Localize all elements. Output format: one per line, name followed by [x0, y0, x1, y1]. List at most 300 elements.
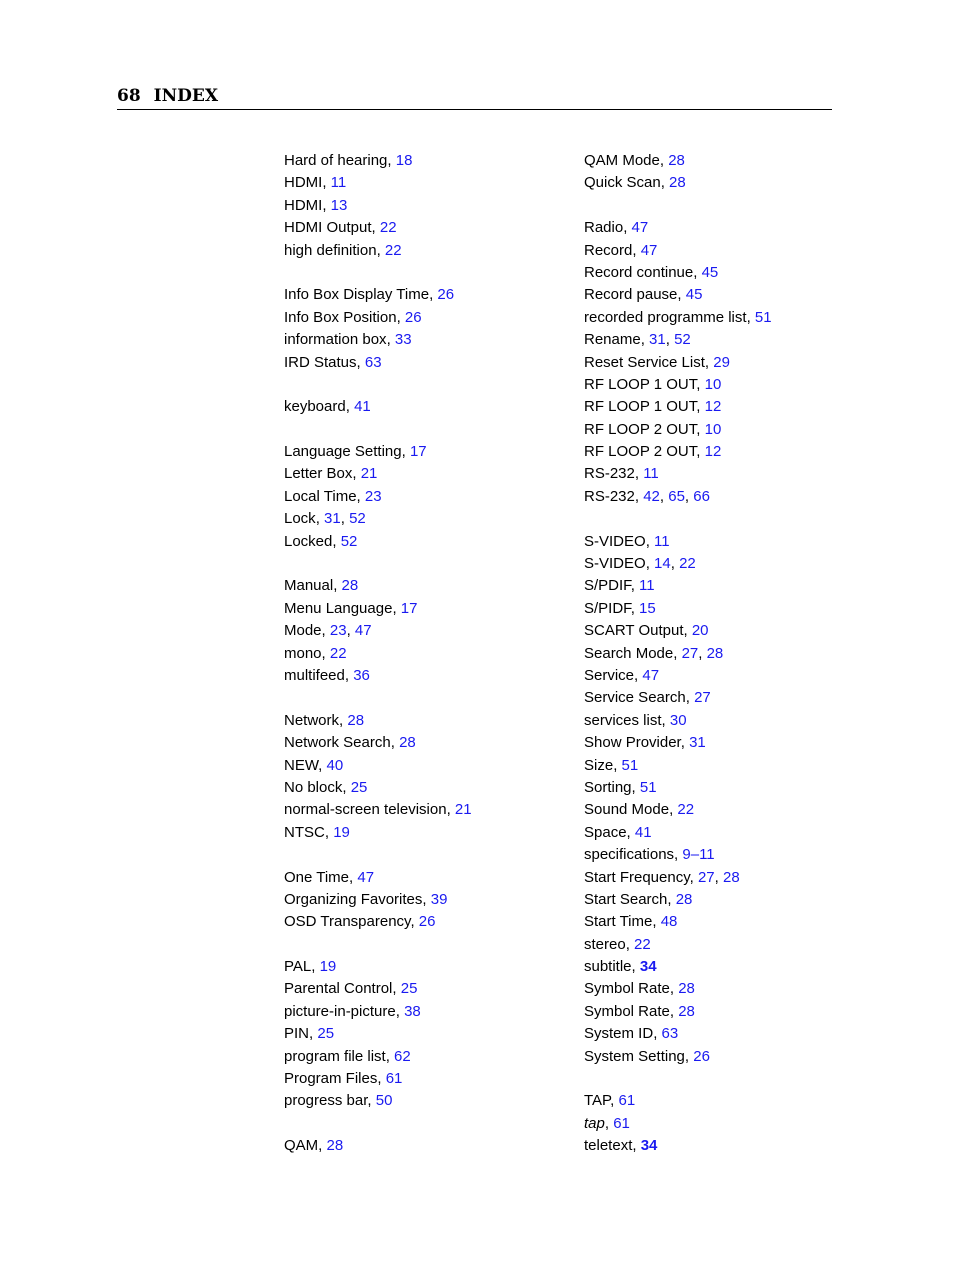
separator: , [689, 868, 698, 886]
separator: , [610, 1092, 619, 1110]
index-entry [584, 150, 844, 172]
separator: , [318, 1137, 327, 1155]
separator: , [667, 890, 676, 908]
index-entry [584, 374, 844, 396]
page-link[interactable]: 26 [418, 913, 436, 931]
index-entry [584, 777, 844, 799]
index-term: HDMI [284, 174, 323, 192]
page-link[interactable]: 10 [704, 420, 722, 438]
page-link[interactable]: 39 [430, 890, 448, 908]
index-term: S/PDIF [584, 577, 631, 595]
page-link[interactable]: 23 [329, 622, 347, 640]
separator: , [683, 622, 692, 640]
page-link[interactable]: 22 [384, 241, 402, 259]
page-link[interactable]: 36 [353, 666, 370, 684]
page-link[interactable]: 12 [704, 443, 722, 461]
index-entry [284, 307, 554, 329]
separator: , [352, 465, 361, 483]
separator: , [392, 980, 401, 998]
page-link[interactable]: 11 [654, 532, 670, 550]
separator: , [356, 353, 365, 371]
group-spacer [584, 195, 844, 217]
separator: , [613, 756, 622, 774]
index-term: Network [284, 711, 340, 729]
index-term: RS-232 [584, 465, 635, 483]
separator: , [401, 443, 410, 461]
index-entry [584, 575, 844, 597]
index-entry [584, 441, 844, 463]
index-term: System Setting [584, 1047, 685, 1065]
page-link[interactable]: 20 [691, 622, 709, 640]
index-term: Symbol Rate [584, 1002, 670, 1020]
index-entry [284, 889, 554, 911]
separator: , [410, 913, 419, 931]
index-term: Hard of hearing [284, 152, 388, 169]
page-link[interactable]: 13 [330, 196, 348, 214]
page-link[interactable]: 10 [704, 375, 722, 393]
page-link[interactable]: 28 [678, 980, 695, 998]
page-title: INDEX [153, 86, 219, 106]
index-column-left [284, 150, 554, 1158]
page-link[interactable]: 47 [354, 622, 372, 640]
index-entry [584, 665, 844, 687]
page-link[interactable]: 30 [669, 711, 687, 729]
index-entry [284, 867, 554, 889]
separator: , [367, 1092, 376, 1110]
index-term: normal-screen television [284, 801, 447, 819]
page-link[interactable]: 17 [409, 443, 427, 461]
separator: , [395, 1002, 405, 1020]
page-link[interactable]: 11 [639, 577, 655, 595]
page-link[interactable]: 21 [360, 465, 378, 483]
index-term: progress bar [284, 1092, 368, 1110]
index-term: Sorting [584, 778, 632, 796]
index-term: One Time [284, 868, 350, 886]
index-term: teletext [584, 1137, 633, 1155]
index-entry [284, 352, 554, 374]
index-entry [284, 1023, 554, 1045]
index-entry [584, 307, 844, 329]
index-entry [284, 396, 554, 418]
group-spacer [284, 374, 554, 396]
page-link[interactable]: 61 [385, 1070, 403, 1088]
index-entry [284, 732, 554, 754]
separator: , [659, 152, 669, 169]
page-link[interactable]: 26 [437, 286, 455, 304]
index-term: QAM [284, 1137, 319, 1155]
index-entry [284, 508, 554, 530]
separator: , [346, 622, 355, 640]
page-link[interactable]: 28 [326, 1137, 344, 1155]
index-entry [284, 643, 554, 665]
page-link[interactable]: 28 [668, 152, 685, 169]
separator: , [356, 487, 365, 505]
index-entry [284, 575, 554, 597]
separator: , [669, 801, 678, 819]
index-entry [284, 284, 554, 306]
index-term: stereo [584, 935, 626, 953]
page-link[interactable]: 47 [631, 219, 649, 237]
separator: , [371, 219, 380, 237]
page-link[interactable]: 51 [754, 308, 772, 326]
page-link[interactable]: 47 [640, 241, 658, 259]
page-link[interactable]: 61 [618, 1092, 636, 1110]
index-term: Service [584, 666, 635, 684]
page-link[interactable]: 52 [674, 331, 691, 349]
index-entry [284, 598, 554, 620]
separator: , [604, 1114, 614, 1132]
index-entry [284, 441, 554, 463]
index-term: RS-232 [584, 487, 635, 505]
page-link[interactable]: 33 [394, 331, 412, 349]
separator: , [387, 152, 396, 169]
page-link[interactable]: 25 [350, 778, 368, 796]
index-term: information box [284, 331, 387, 349]
index-term: System ID [584, 1025, 654, 1043]
index-entry [584, 486, 844, 508]
page-link[interactable]: 63 [661, 1025, 679, 1043]
separator: , [645, 555, 655, 573]
index-term: Info Box Position [284, 308, 397, 326]
page-link[interactable]: 26 [404, 308, 422, 326]
index-entry [284, 195, 554, 217]
index-term: Show Provider [584, 734, 681, 752]
index-entry [284, 911, 554, 933]
separator: , [685, 689, 695, 707]
separator: , [392, 599, 401, 617]
page-link[interactable]: 34 [640, 1137, 658, 1155]
page-link[interactable]: 28 [678, 1002, 695, 1020]
separator: , [696, 398, 705, 416]
separator: , [652, 913, 661, 931]
separator: , [377, 1070, 386, 1088]
separator: , [396, 308, 405, 326]
page-link[interactable]: 9–11 [682, 846, 715, 864]
index-term: RF LOOP 1 OUT [584, 398, 697, 416]
separator: , [626, 823, 635, 841]
index-term: HDMI Output [284, 219, 372, 237]
index-term: keyboard [284, 398, 346, 416]
index-term: Organizing Favorites [284, 890, 423, 908]
page-link[interactable]: 41 [354, 398, 371, 416]
index-term: RF LOOP 1 OUT [584, 375, 697, 393]
page-link[interactable]: 28 [669, 174, 686, 192]
separator: , [386, 331, 395, 349]
separator: , [390, 734, 400, 752]
index-entry [584, 262, 844, 284]
index-term: TAP [584, 1092, 611, 1110]
index-term: QAM Mode [584, 152, 660, 169]
index-term: NTSC [284, 823, 325, 841]
separator: , [446, 801, 455, 819]
page-link[interactable]: 19 [333, 823, 350, 841]
index-term: S-VIDEO [584, 555, 646, 573]
separator: , [696, 420, 705, 438]
index-entry [584, 643, 844, 665]
index-term: services list [584, 711, 662, 729]
separator: , [696, 443, 705, 461]
index-entry [584, 531, 844, 553]
page-link[interactable]: 65 [668, 487, 685, 505]
index-entry [284, 1046, 554, 1068]
separator: , [315, 510, 325, 528]
page-link[interactable]: 52 [349, 510, 366, 528]
index-entry [284, 150, 554, 172]
page-link[interactable]: 27 [694, 689, 711, 707]
index-entry [584, 1135, 844, 1157]
separator: , [693, 263, 702, 281]
page-link[interactable]: 66 [693, 487, 710, 505]
group-spacer [284, 419, 554, 441]
index-entry [284, 978, 554, 1000]
index-term: Radio [584, 219, 624, 237]
page-link[interactable]: 11 [643, 465, 659, 483]
separator: , [332, 532, 341, 550]
page-link[interactable]: 31 [649, 331, 666, 349]
separator: , [632, 241, 641, 259]
index-entry [584, 799, 844, 821]
separator: , [322, 174, 331, 192]
page-link[interactable]: 62 [394, 1047, 411, 1065]
page-link[interactable]: 47 [357, 868, 375, 886]
separator: , [429, 286, 438, 304]
index-entry [584, 1001, 844, 1023]
separator: , [623, 219, 632, 237]
index-entry [584, 978, 844, 1000]
page-link[interactable]: 31 [324, 510, 341, 528]
page-link[interactable]: 25 [317, 1025, 335, 1043]
separator: , [342, 778, 351, 796]
index-term: mono [284, 644, 322, 662]
separator: , [634, 465, 644, 483]
index-term: S-VIDEO [584, 532, 646, 550]
index-entry [584, 463, 844, 485]
index-entry [584, 1046, 844, 1068]
separator: , [673, 644, 682, 662]
page-link[interactable]: 28 [341, 577, 359, 595]
separator: , [422, 890, 431, 908]
group-spacer [284, 687, 554, 709]
page-link[interactable]: 25 [400, 980, 418, 998]
separator: , [333, 577, 342, 595]
index-term: Sound Mode [584, 801, 670, 819]
separator: , [660, 174, 670, 192]
index-entry [584, 889, 844, 911]
index-entry [284, 620, 554, 642]
page-link[interactable]: 22 [677, 801, 695, 819]
page-link[interactable]: 26 [693, 1047, 710, 1065]
separator: , [634, 487, 644, 505]
page-link[interactable]: 45 [685, 286, 703, 304]
group-spacer [284, 844, 554, 866]
page-link[interactable]: 27 [681, 644, 699, 662]
page-link[interactable]: 28 [706, 644, 724, 662]
index-entry [584, 553, 844, 575]
separator: , [640, 331, 650, 349]
index-entry [284, 799, 554, 821]
separator: , [684, 1047, 694, 1065]
index-term: S/PIDF [584, 599, 631, 617]
index-entry [284, 217, 554, 239]
index-entry [584, 687, 844, 709]
page-link[interactable]: 11 [330, 174, 347, 192]
separator: , [659, 487, 669, 505]
index-term: Symbol Rate [584, 980, 670, 998]
index-entry [284, 1135, 554, 1157]
page-link[interactable]: 28 [399, 734, 416, 752]
index-entry [584, 329, 844, 351]
index-term: Service Search [584, 689, 686, 707]
separator: , [631, 958, 640, 976]
separator: , [645, 532, 655, 550]
separator: , [630, 599, 640, 617]
page-link[interactable]: 21 [454, 801, 472, 819]
index-entry [284, 956, 554, 978]
page-link[interactable]: 28 [675, 890, 693, 908]
separator: , [630, 577, 640, 595]
index-term: Search Mode [584, 644, 674, 662]
index-term: Manual [284, 577, 334, 595]
separator: , [680, 734, 690, 752]
page-link[interactable]: 15 [639, 599, 656, 617]
running-head [117, 85, 832, 110]
separator: , [345, 398, 355, 416]
group-spacer [284, 553, 554, 575]
index-term: Reset Service List [584, 353, 705, 371]
separator: , [309, 1025, 318, 1043]
page-link[interactable]: 31 [689, 734, 706, 752]
separator: , [696, 375, 705, 393]
page-link[interactable]: 42 [643, 487, 660, 505]
page-link[interactable]: 63 [364, 353, 382, 371]
index-term: Lock [284, 510, 316, 528]
separator: , [665, 331, 675, 349]
index-entry [284, 172, 554, 194]
index-term: Start Frequency [584, 868, 690, 886]
index-term: specifications [584, 846, 675, 864]
index-term: picture-in-picture [284, 1002, 396, 1020]
page-link[interactable]: 22 [679, 555, 696, 573]
index-term: Record continue [584, 263, 694, 281]
page-link[interactable]: 22 [634, 935, 651, 953]
group-spacer [584, 508, 844, 530]
index-term: high definition [284, 241, 377, 259]
index-entry [584, 240, 844, 262]
index-term: HDMI [284, 196, 323, 214]
separator: , [698, 644, 707, 662]
index-entry [284, 665, 554, 687]
index-entry [584, 822, 844, 844]
index-term: IRD Status [284, 353, 357, 371]
page-number: 68 [117, 86, 141, 106]
page-link[interactable]: 22 [329, 644, 347, 662]
separator: , [632, 1137, 641, 1155]
separator: , [674, 846, 683, 864]
index-entry [284, 777, 554, 799]
index-entry [584, 620, 844, 642]
page-link[interactable]: 61 [613, 1114, 630, 1132]
index-entry [584, 1090, 844, 1112]
index-column-right [584, 150, 844, 1158]
separator: , [311, 958, 320, 976]
page-link[interactable]: 48 [660, 913, 678, 931]
separator: , [340, 510, 350, 528]
index-entry [584, 419, 844, 441]
page-link[interactable]: 22 [379, 219, 397, 237]
group-spacer [284, 262, 554, 284]
separator: , [376, 241, 385, 259]
index-term: Rename [584, 331, 641, 349]
index-entry [584, 710, 844, 732]
page-link[interactable]: 17 [400, 599, 418, 617]
index-term: SCART Output [584, 622, 684, 640]
index-entry [584, 284, 844, 306]
page-link[interactable]: 19 [319, 958, 337, 976]
group-spacer [284, 1113, 554, 1135]
index-entry [584, 911, 844, 933]
page-link[interactable]: 52 [340, 532, 358, 550]
page-link[interactable]: 38 [404, 1002, 421, 1020]
separator: , [344, 666, 354, 684]
separator: , [704, 353, 714, 371]
page-link[interactable]: 18 [395, 152, 413, 169]
index-term: recorded programme list [584, 308, 747, 326]
separator: , [670, 555, 680, 573]
index-entry [284, 531, 554, 553]
index-entry [584, 867, 844, 889]
page-link[interactable]: 50 [375, 1092, 393, 1110]
page-link[interactable]: 34 [639, 958, 657, 976]
index-entry [584, 1113, 844, 1135]
index-term: Start Search [584, 890, 668, 908]
index-entry [584, 755, 844, 777]
page-link[interactable]: 14 [654, 555, 671, 573]
index-entry [284, 822, 554, 844]
index-term: RF LOOP 2 OUT [584, 443, 697, 461]
index-entry [284, 463, 554, 485]
page-link[interactable]: 28 [722, 868, 740, 886]
index-term: Locked [284, 532, 333, 550]
index-term: Local Time [284, 487, 357, 505]
page-link[interactable]: 51 [621, 756, 639, 774]
page-link[interactable]: 40 [326, 756, 344, 774]
page-link[interactable]: 29 [713, 353, 730, 371]
page-link[interactable]: 45 [701, 263, 719, 281]
page-link[interactable]: 41 [634, 823, 652, 841]
index-term: Start Time [584, 913, 653, 931]
page-link[interactable]: 47 [642, 666, 660, 684]
separator: , [634, 666, 643, 684]
separator: , [324, 823, 334, 841]
index-entry [584, 217, 844, 239]
page-link[interactable]: 23 [364, 487, 382, 505]
separator: , [669, 1002, 679, 1020]
page-link[interactable]: 28 [347, 711, 365, 729]
page-link[interactable]: 12 [704, 398, 722, 416]
page-link[interactable]: 27 [697, 868, 715, 886]
separator: , [661, 711, 670, 729]
separator: , [321, 644, 330, 662]
group-spacer [584, 1068, 844, 1090]
page-link[interactable]: 51 [639, 778, 657, 796]
index-entry [584, 1023, 844, 1045]
index-entry [284, 240, 554, 262]
separator: , [339, 711, 348, 729]
index-term: Quick Scan [584, 174, 661, 192]
separator: , [684, 487, 694, 505]
index-entry [284, 486, 554, 508]
index-term: Record [584, 241, 633, 259]
